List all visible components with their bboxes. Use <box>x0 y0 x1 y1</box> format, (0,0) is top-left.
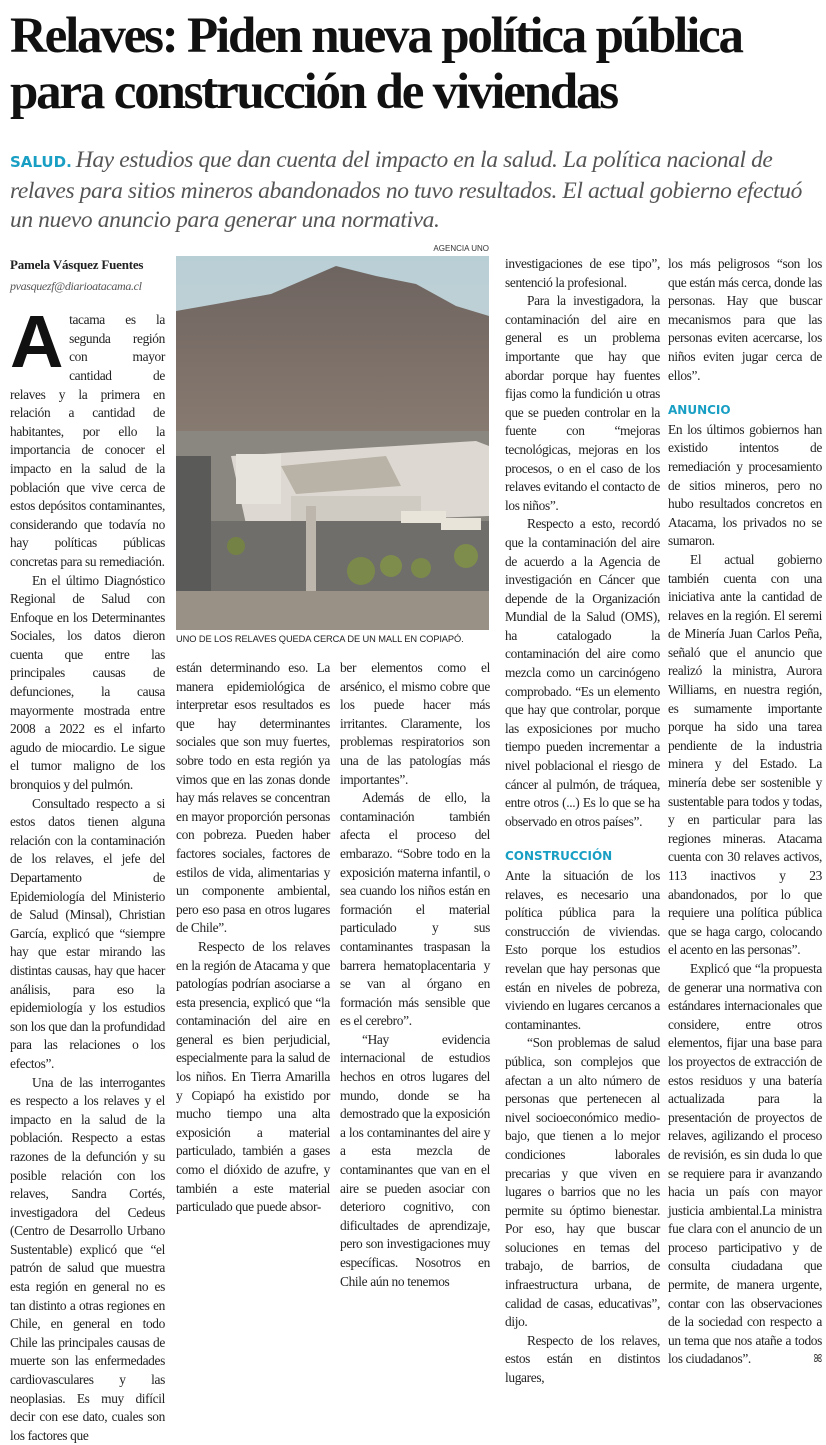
drop-cap: A <box>10 300 64 384</box>
paragraph: están determinando eso. La manera epidemiológica de interpretar esos resultados es que hay determinantes sociales que son muy fuertes, sobre todo en esta región ya vimos que en las zonas donde hay más relaves se concentran en mayor proporción personas con pobreza. Pueden haber factores sociales, factores de estilos de vida, alimentarias y un componente ambiental, pero eso pasa en otros lugares de Chile”. <box>176 660 330 936</box>
photo-credit: AGENCIA UNO <box>433 244 489 253</box>
section-heading-construccion: CONSTRUCCIÓN <box>505 849 613 864</box>
column-5 <box>668 255 822 1369</box>
headline-line-1: Relaves: Piden nueva política pública <box>10 8 742 64</box>
photo-image <box>176 256 489 630</box>
paragraph: Ante la situación de los relaves, es necesario una política pública para la construcción de viviendas. Esto porque los estudios revelan que hay personas que están en niveles de pobreza, viviendo en lugares cercanos a contaminantes. <box>505 868 660 1032</box>
paragraph: ber elementos como el arsénico, el mismo cobre que los puede hacer más irritantes. Claramente, los problemas respiratorios son una de las patologías más importantes”. <box>340 660 490 787</box>
column-2 <box>176 659 330 1217</box>
paragraph: Respecto de los relaves en la región de Atacama y que patologías podrían asociarse a esta presencia, explicó que “la contaminación del aire en general es bien perjudicial, especialmente para la salud de los niños. En Tierra Amarilla y Copiapó ha existido por mucho tiempo una alta exposición a material particulado, también a gases como el dióxido de azufre, y también a este material particulado que puede absor- <box>176 938 330 1215</box>
deck-text: Hay estudios que dan cuenta del impacto en la salud. La política nacional de relaves para sitios mineros abandonados no tuvo resultados. El actual gobierno efectuó un nuevo anuncio para generar una normativa. <box>10 147 802 233</box>
paragraph: Para la investigadora, la contaminación del aire en general es un problema importante que hay que abordar porque hay fuentes fijas como la fundición u otras que se pueden controlar en la fuente con “mejoras tecnológicas, mejoras en los procesos, o en el caso de los relaves evitando el contacto de los niños”. <box>505 293 660 513</box>
paragraph-text: Explicó que “la propuesta de generar una normativa con estándares internacionales que considere, entre otros elementos, fijar una base para los proyectos de extracción de estos residuos y una batería actualizada para la presentación de proyectos de relaves, agilizando el proceso de revisión, es sin duda lo que se requiere para ir avanzando hacia un país con mayor justicia ambiental.La ministra fue clara con el anuncio de un proceso participativo y de consulta ciudadana que permite, de manera urgente, contar con las observaciones de la sociedad con respecto a un tema que nos atañe a todos los ciudadanos”. <box>668 960 822 1367</box>
paragraph: En los últimos gobiernos han existido intentos de remediación y procesamiento de sitios mineros, pero no hubo resultados concretos en Atacama, los privados no se sumaron. <box>668 421 822 549</box>
column-3 <box>340 659 490 1291</box>
paragraph: El actual gobierno también cuenta con una iniciativa ante la cantidad de relaves en la región. El seremi de Minería Juan Carlos Peña, señaló que el anuncio que realizó la ministra, Aurora Williams, en nuestra región, es sumamente importante porque ha sido una tarea pendiente de la industria minera y del Estado. La minería debe ser sostenible y sustentable para todos y todas, y en particular para las regiones mineras. Atacama cuenta con 30 relaves activos, 113 inactivos y 23 abandonados, por lo que requiere una política pública que se haga cargo, colocando el acento en las personas”. <box>668 551 822 958</box>
paragraph: tacama es la segunda región con mayor cantidad de relaves y la primera en relación a cantidad de habitantes, por ello la importancia de conocer el impacto en la salud de la población que vive cerca de estos depósitos contaminantes, considerando que todavía no hay políticas públicas concretas para su remediación. <box>10 312 165 569</box>
section-tag: SALUD. <box>10 153 72 171</box>
paragraph: “Hay evidencia internacional de estudios hechos en otros lugares del mundo, donde se ha demostrado que la exposición a los contaminantes del aire y a esta mezcla de contaminantes que van en el aire se pueden asociar con deterioro cognitivo, con dificultades de aprendizaje, pero son investigaciones muy específicas. Nosotros en Chile aún no tenemos <box>340 1031 490 1289</box>
byline-author: Pamela Vásquez Fuentes <box>10 257 144 272</box>
paragraph: Además de ello, la contaminación también afecta el proceso del embarazo. “Sobre todo en la exposición materna infantil, o sea cuando los niños están en formación el material particulado y sus contaminantes traspasan la barrera hematoplacentaria y se van al órgano en formación más sensible que es el cerebro”. <box>340 790 490 1029</box>
paragraph: “Son problemas de salud pública, son complejos que afectan a un alto número de personas que pertenecen al nivel socioeconómico medio-bajo, que tienen a lo mejor condiciones laborales precarias y que viven en lugares o barrios que no les permite su óptimo bienestar. Por eso, hay que buscar soluciones en temas del trabajo, de barrios, de infraestructura urbana, de calidad de casas, educativas”, dijo. <box>505 1035 660 1330</box>
column-1 <box>10 256 165 1445</box>
paragraph: Una de las interrogantes es respecto a los relaves y el impacto en la salud de la población. Respecto a estas razones de la defunción y su posible relación con los relaves, Sandra Cortés, investigadora del Cedeus (Centro de Desarrollo Urbano Sustentable) explicó que “el patrón de salud que muestra esta región en general no es tan distinto a otras regiones en Chile, en general en todo Chile las principales causas de muerte son las enfermedades cardiovasculares y las neoplasias. Es muy difícil decir con ese dato, cuales son los factores que <box>10 1074 165 1443</box>
photo-caption: UNO DE LOS RELAVES QUEDA CERCA DE UN MALL EN COPIAPÓ. <box>176 634 464 644</box>
paragraph: Respecto a esto, recordó que la contaminación del aire de acuerdo a la Agencia de investigación en Cáncer que depende de la Organización Mundial de la Salud (OMS), ha catalogado la contaminación del aire como mezcla como un carcinógeno comprobado. “Es un elemento que hay que controlar, porque las exposiciones por mucho tiempo pueden incrementar a nivel poblacional el riesgo de cáncer al pulmón, de tráquea, entre otros (...) Es lo que se ha observado en otros países”. <box>505 516 660 829</box>
paragraph <box>668 960 822 1369</box>
headline <box>10 8 822 120</box>
paragraph: Respecto de los relaves, estos están en distintos lugares, <box>505 1332 660 1386</box>
paragraph: los más peligrosos “son los que están más cerca, donde las personas. Hay que buscar mecanismos para que las personas eviten acercarse, los niños eviten jugar cerca de ellos”. <box>668 256 822 383</box>
paragraph: investigaciones de ese tipo”, sentenció la profesional. <box>505 256 660 290</box>
photo-mall-mountain <box>176 256 489 630</box>
byline-email[interactable]: pvasquezf@diarioatacama.cl <box>10 278 142 293</box>
end-mark-icon: ꕤ <box>813 1352 822 1366</box>
paragraph: En el último Diagnóstico Regional de Salud con Enfoque en los Determinantes Sociales, los datos dieron cuenta que entre las principales causas de defunciones, la causa mayormente mostrada entre 2008 a 2022 es el infarto agudo de miocardio. Le sigue el tumor maligno de los bronquios y del pulmón. <box>10 572 165 793</box>
section-heading-anuncio: ANUNCIO <box>668 403 731 418</box>
headline-line-2: para construcción de viviendas <box>10 64 617 120</box>
deck <box>10 146 820 235</box>
paragraph: Consultado respecto a si estos datos tienen alguna relación con la contaminación de los relaves, el jefe del Departamento de Epidemiología del Ministerio de Salud (Minsal), Christian García, explicó que “siempre hay que estar mirando las distintas causas, hay que hacer análisis, para eso la epidemiología y los estudios son los que dan la profundidad para las relaciones o los efectos”. <box>10 795 165 1071</box>
column-4 <box>505 255 660 1388</box>
